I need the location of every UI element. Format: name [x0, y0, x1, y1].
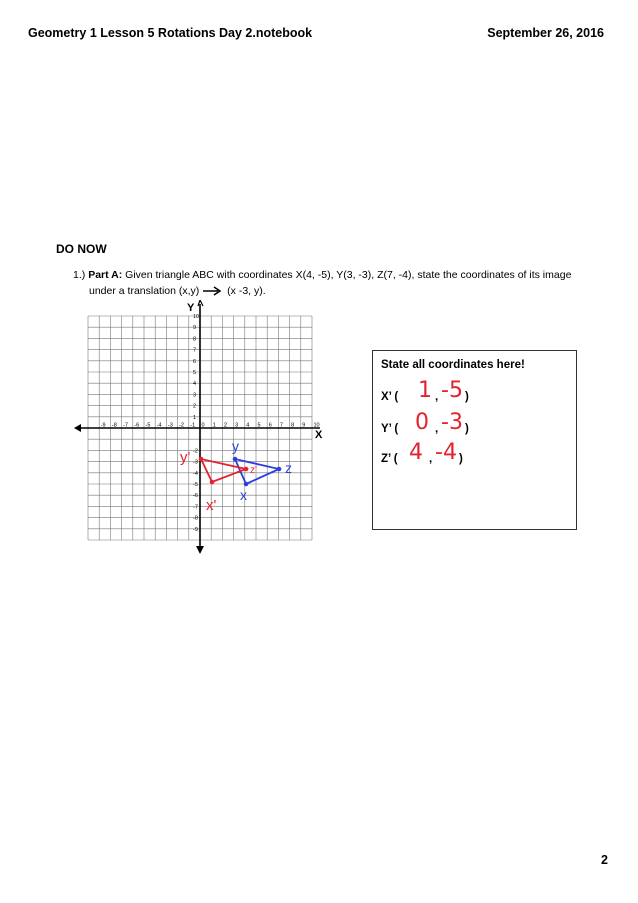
y-tick-label: 2: [193, 403, 197, 410]
y-tick-label: -5: [193, 482, 198, 488]
y-axis-label: Y: [187, 302, 195, 314]
x-tick-label: -3: [167, 422, 173, 429]
x-tick-label: -9: [100, 422, 106, 429]
x-tick-label: 7: [279, 422, 283, 429]
y-prime-comma: ,: [435, 423, 439, 435]
label-x-prime: x': [206, 497, 217, 514]
point-y: [233, 457, 238, 462]
y-tick-label: -9: [193, 526, 198, 533]
do-now-heading: DO NOW: [56, 242, 107, 256]
question-line2-prefix: under a translation (x,y): [89, 285, 200, 297]
z-prime-y-value: -4: [435, 440, 457, 465]
y-tick-label: 6: [193, 358, 197, 365]
x-tick-label: 8: [291, 422, 295, 429]
x-tick-label: 6: [268, 422, 272, 429]
x-axis-arrow-left-icon: [74, 424, 81, 432]
label-x: x: [240, 487, 247, 503]
y-tick-label: -2: [193, 448, 198, 455]
point-x-prime: [210, 480, 215, 485]
y-tick-label: 7: [193, 347, 197, 354]
x-tick-label: 3: [235, 422, 239, 429]
y-tick-label: 4: [193, 381, 197, 388]
x-tick-label: 1: [212, 422, 216, 429]
question-1: [73, 267, 593, 299]
y-tick-label: -3: [193, 459, 198, 466]
y-prime-y-value: -3: [441, 410, 463, 435]
label-y-prime: y': [180, 449, 191, 466]
document-date: September 26, 2016: [487, 26, 604, 40]
x-tick-label: 0: [201, 422, 205, 429]
x-tick-label: 5: [257, 422, 261, 429]
arrow-right-icon: [202, 286, 224, 296]
question-line2-suffix: (x -3, y).: [227, 285, 266, 297]
question-line-2: [73, 283, 593, 299]
y-tick-label: 10: [193, 314, 200, 320]
page-number: 2: [601, 853, 608, 867]
question-text: Given triangle ABC with coordinates X(4, -5), Y(3, -3), Z(7, -4), state the coordinates of its image: [125, 269, 572, 281]
coordinate-grid: [70, 300, 340, 560]
point-x: [244, 482, 249, 487]
point-z-prime: [244, 467, 249, 472]
x-tick-label: -7: [123, 422, 128, 429]
x-axis-label: X: [315, 429, 323, 441]
y-tick-label: -6: [193, 493, 198, 500]
x-tick-label: 4: [246, 422, 250, 429]
y-tick-label: 5: [193, 370, 197, 376]
x-prime-x-value: 1: [418, 378, 432, 403]
y-tick-label: 9: [193, 325, 197, 332]
coordinates-box: [372, 350, 577, 530]
document-title: Geometry 1 Lesson 5 Rotations Day 2.notebook: [28, 26, 313, 40]
label-y: y: [232, 438, 239, 454]
point-y-prime: [199, 457, 204, 462]
y-axis-arrow-down-icon: [196, 546, 204, 554]
y-tick-label: 1: [193, 414, 197, 421]
x-tick-label: 9: [302, 422, 306, 429]
question-number: 1.): [73, 269, 86, 281]
label-z-prime: z': [250, 465, 257, 476]
x-tick-label: 2: [223, 422, 227, 429]
z-prime-comma: ,: [429, 453, 433, 465]
coordinates-box-title: State all coordinates here!: [381, 359, 525, 371]
x-prime-comma: ,: [435, 391, 439, 403]
x-tick-label: -6: [134, 422, 140, 429]
z-prime-label: Z’ (: [381, 453, 398, 465]
y-prime-close: ): [465, 423, 469, 435]
x-prime-close: ): [465, 391, 469, 403]
point-z: [277, 467, 282, 472]
y-prime-label: Y’ (: [381, 423, 399, 435]
y-tick-label: -4: [193, 470, 198, 477]
x-tick-label: -2: [179, 422, 184, 429]
z-prime-x-value: 4: [409, 440, 423, 465]
x-tick-label: -1: [190, 422, 196, 429]
x-tick-label: 10: [313, 422, 320, 429]
y-tick-label: 3: [193, 392, 197, 399]
label-z: z: [285, 460, 292, 476]
y-tick-label: -8: [193, 515, 198, 522]
y-tick-label: 8: [193, 336, 197, 343]
y-prime-x-value: 0: [415, 410, 429, 435]
question-part: Part A:: [88, 269, 123, 281]
x-tick-label: -5: [145, 422, 151, 429]
x-prime-y-value: -5: [441, 378, 463, 403]
x-tick-label: -8: [111, 422, 117, 429]
z-prime-close: ): [459, 453, 463, 465]
x-tick-label: -4: [156, 422, 162, 429]
y-tick-label: -7: [193, 504, 198, 511]
x-prime-label: X’ (: [381, 391, 399, 403]
